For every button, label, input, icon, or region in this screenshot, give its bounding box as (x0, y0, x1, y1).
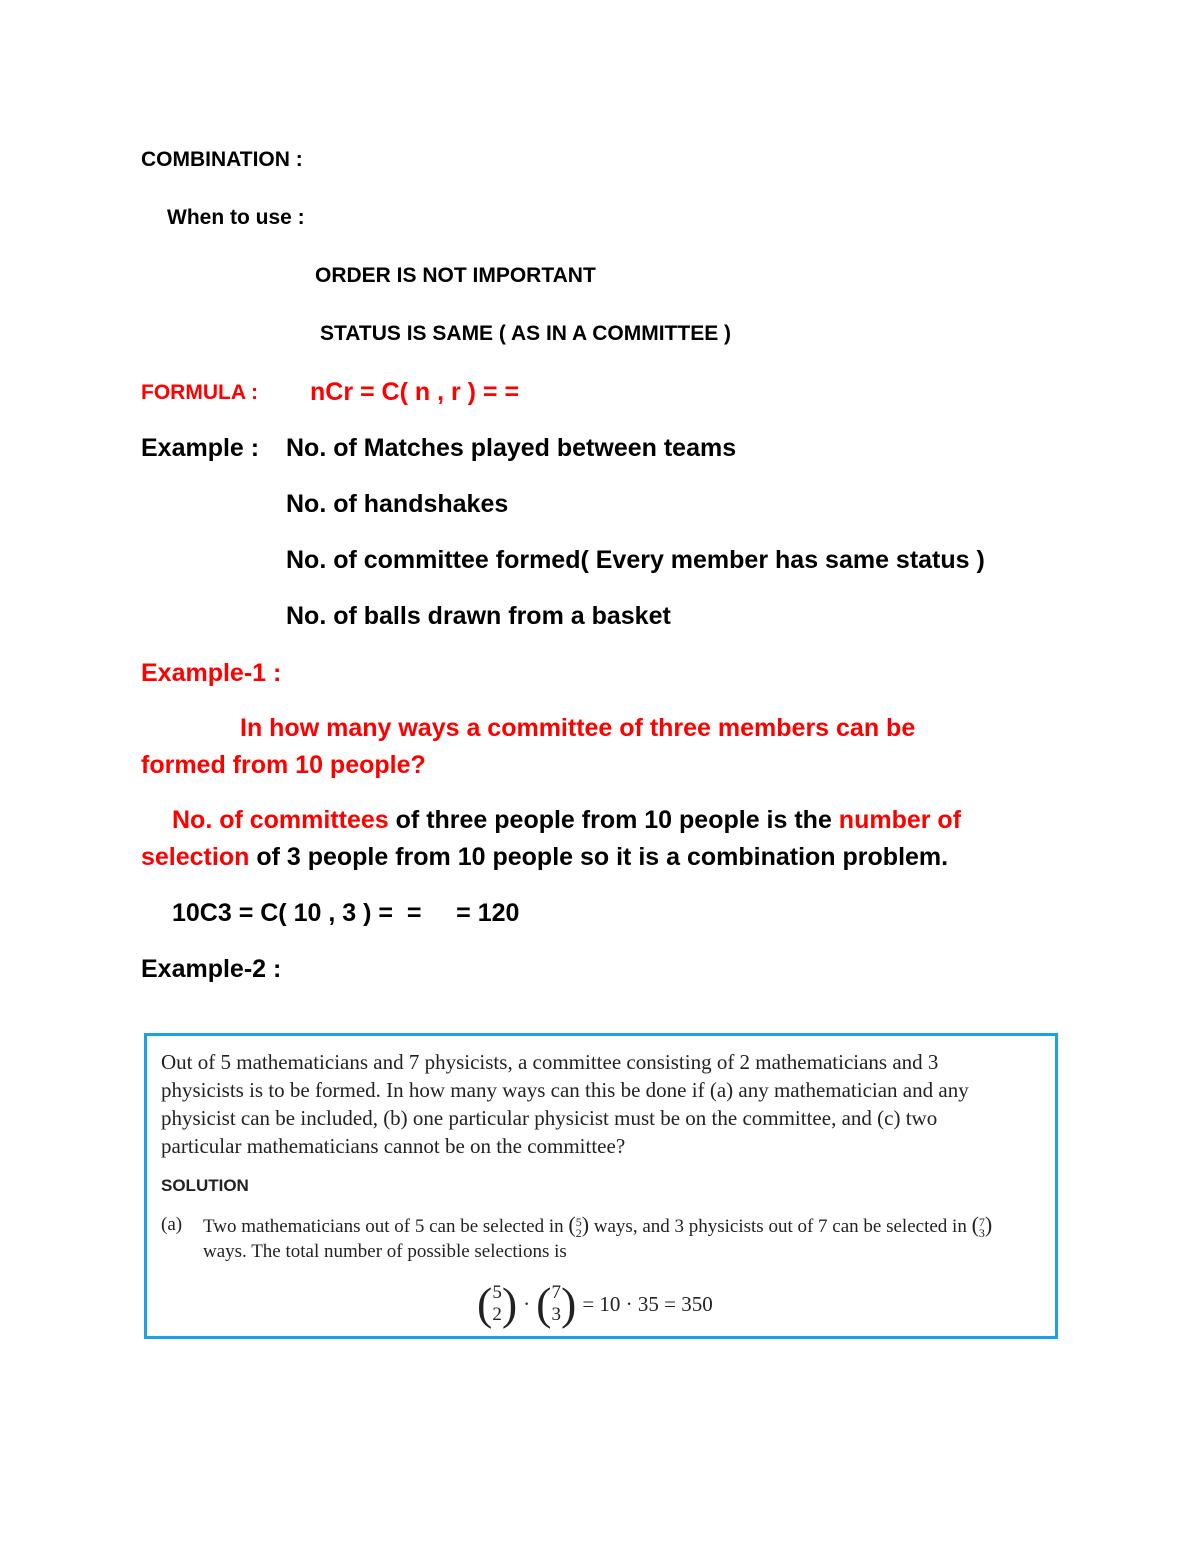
example2-label: Example-2 : (141, 955, 282, 983)
explanation-text-1: of three people from 10 people is the (388, 806, 839, 834)
when-to-use-label: When to use : (167, 206, 305, 229)
binomial-7-3: 7 3 (978, 1214, 985, 1240)
when-item-order: ORDER IS NOT IMPORTANT (315, 264, 596, 287)
example-item-matches: No. of Matches played between teams (286, 434, 737, 462)
binomial-5-2: 5 2 (575, 1214, 582, 1240)
problem-line: physicist can be included, (b) one particular physicist must be on the committee, and (c) two (161, 1106, 938, 1130)
highlight-number-of: number of (838, 806, 962, 834)
part-a-label: (a) (161, 1214, 183, 1235)
example2-textbook-excerpt (144, 1033, 1058, 1339)
binomial-5-2-large: ( 5 2 ) (477, 1278, 518, 1329)
formula-label: FORMULA : (141, 381, 259, 404)
page-title: COMBINATION : (141, 148, 303, 171)
problem-line: physicists is to be formed. In how many ways can this be done if (a) any mathematician and any (161, 1078, 969, 1102)
explanation-text-2: of 3 people from 10 people so it is a combination problem. (249, 843, 949, 871)
example1-label: Example-1 : (141, 659, 282, 687)
problem-line: Out of 5 mathematicians and 7 physicists, a committee consisting of 2 mathematicians and 3 (161, 1050, 939, 1074)
equation-result: = 10 · 35 = 350 (582, 1291, 713, 1316)
example1-question-line2: formed from 10 people? (141, 751, 426, 779)
part-a-equation: ( 5 2 ) · ( 7 3 ) = 10 · 35 = 350 (477, 1278, 713, 1329)
example-item-committee: No. of committee formed( Every member has same status ) (286, 546, 985, 574)
example-item-handshakes: No. of handshakes (286, 490, 509, 518)
example2-problem-text (161, 1048, 1041, 1160)
formula-expression: nCr = C( n , r ) = = (310, 378, 520, 406)
solution-heading: SOLUTION (161, 1176, 249, 1195)
when-item-status: STATUS IS SAME ( AS IN A COMMITTEE ) (320, 322, 732, 345)
example1-calculation: 10C3 = C( 10 , 3 ) = = = 120 (172, 899, 520, 927)
example1-explanation-line2 (141, 843, 948, 872)
binomial-7-3-large: ( 7 3 ) (536, 1278, 577, 1329)
example1-explanation-line1 (172, 806, 961, 835)
problem-line: particular mathematicians cannot be on the committee? (161, 1134, 626, 1158)
example-item-balls: No. of balls drawn from a basket (286, 602, 671, 630)
example1-question-line1: In how many ways a committee of three members can be (240, 714, 916, 742)
highlight-selection: selection (141, 843, 250, 871)
highlight-no-of-committees: No. of committees (172, 806, 389, 834)
part-a-text: Two mathematicians out of 5 can be selected in (5 2) ways, and 3 physicists out of 7 can be selected in (7 3) ways. The total number of possible selections is (203, 1212, 993, 1262)
example-label: Example : (141, 434, 260, 462)
